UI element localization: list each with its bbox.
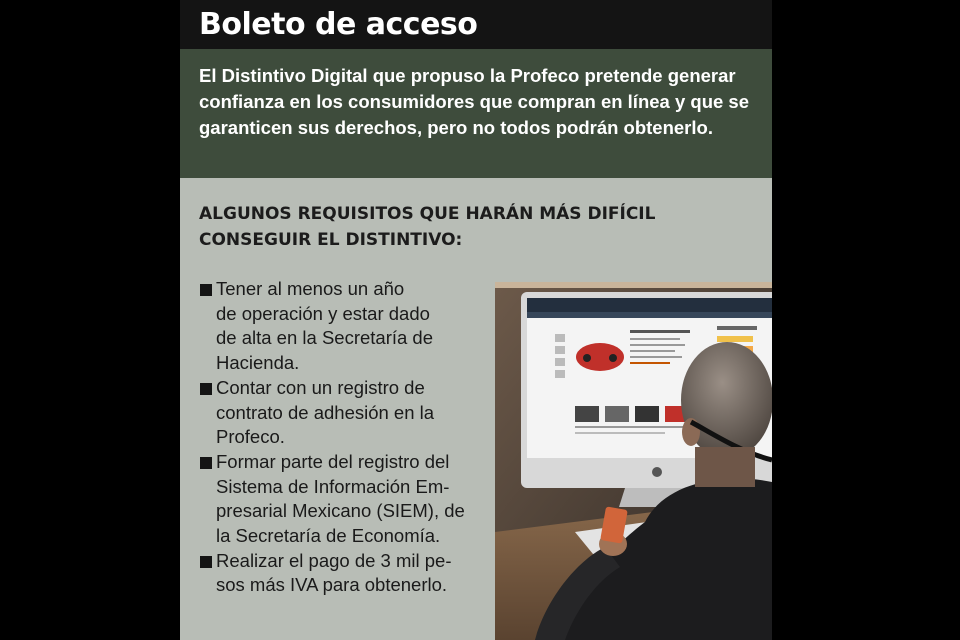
requirement-line: de alta en la Secretaría de [216,327,434,349]
person-shopping-online-photo [495,282,772,640]
requirement-item [199,549,499,598]
title-bar [180,0,772,49]
requirements-list [199,277,499,598]
requirements-heading [199,201,719,253]
requirement-line: de operación y estar dado [216,302,430,324]
requirement-line: la Secretaría de Economía. [216,525,441,547]
requirements-heading-line-1: ALGUNOS REQUISITOS QUE HARÁN MÁS DIFÍCIL [199,204,656,224]
requirement-item [199,376,499,450]
page-title: Boleto de acceso [199,7,478,42]
intro-text: El Distintivo Digital que propuso la Profeco pretende generar confianza en los consumidores que compran en línea y que se garanticen sus derechos, pero no todos podrán obtenerlo. [199,65,750,138]
square-bullet-icon [200,284,212,296]
square-bullet-icon [200,457,212,469]
requirement-line: presarial Mexicano (SIEM), de [216,500,465,522]
requirement-item [199,277,499,376]
requirement-line: Tener al menos un año [216,278,405,299]
requirement-item [199,450,499,549]
requirement-line: sos más IVA para obtenerlo. [216,574,448,596]
requirement-line: Sistema de Información Em- [216,475,450,497]
requirement-line: Realizar el pago de 3 mil pe- [216,549,452,571]
intro-box [180,49,772,178]
requirement-line: contrato de adhesión en la [216,401,435,423]
requirement-line: Hacienda. [216,352,300,374]
square-bullet-icon [200,383,212,395]
infographic-card [180,0,772,640]
requirement-line: Contar con un registro de [216,376,425,398]
requirement-line: Profeco. [216,426,285,448]
requirement-line: Formar parte del registro del [216,450,450,472]
requirements-heading-line-2: CONSEGUIR EL DISTINTIVO: [199,230,463,250]
square-bullet-icon [200,556,212,568]
